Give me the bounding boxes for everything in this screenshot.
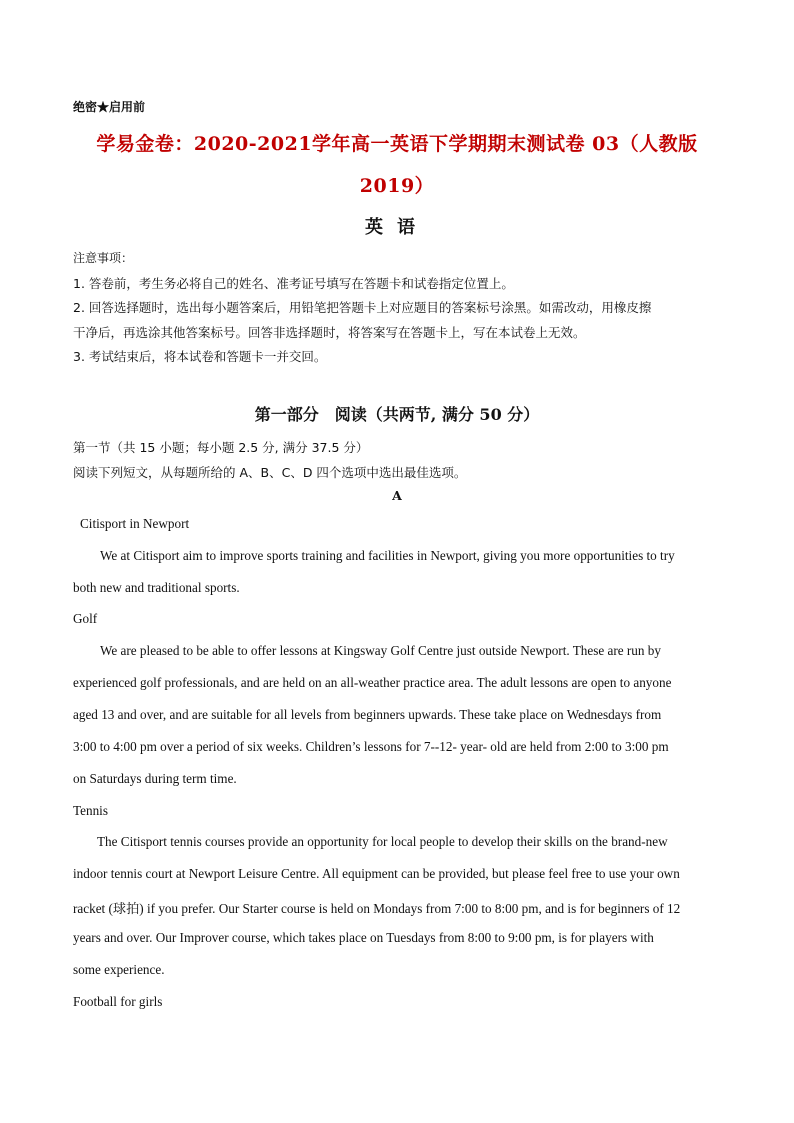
football-heading: Football for girls <box>73 994 163 1009</box>
golf-line: experienced golf professionals, and are held on an all-weather practice area. The adult lessons are open to anyone <box>73 675 672 690</box>
golf-line: on Saturdays during term time. <box>73 771 237 786</box>
tennis-line: years and over. Our Improver course, which takes place on Tuesdays from 8:00 to 9:00 pm, is for players with <box>73 930 654 945</box>
passage-intro-line: both new and traditional sports. <box>73 580 240 595</box>
notes-heading: 注意事项： <box>73 251 134 265</box>
note-item-1: 1. 答卷前，考生务必将自己的姓名、准考证号填写在答题卡和试卷指定位置上。 <box>73 276 514 291</box>
tennis-line: The Citisport tennis courses provide an opportunity for local people to develop their skills on the brand-new <box>97 834 668 849</box>
tennis-line: some experience. <box>73 962 165 977</box>
tennis-heading: Tennis <box>73 803 108 818</box>
note-item-2: 2. 回答选择题时，选出每小题答案后，用铅笔把答题卡上对应题目的答案标号涂黑。如需改动，用橡皮擦 <box>73 300 652 315</box>
exam-title-line1: 学易金卷：2020-2021学年高一英语下学期期末测试卷 03（人教版 <box>96 133 698 155</box>
section1-heading: 第一节（共 15 小题；每小题 2.5 分, 满分 37.5 分） <box>73 440 369 455</box>
passage-title: Citisport in Newport <box>80 516 190 531</box>
confidential-label: 绝密★启用前 <box>73 100 146 114</box>
section1-instruction: 阅读下列短文，从每题所给的 A、B、C、D 四个选项中选出最佳选项。 <box>73 465 467 480</box>
passage-intro-line: We at Citisport aim to improve sports training and facilities in Newport, giving you more opportunities to try <box>100 548 675 563</box>
exam-title-line2: 2019） <box>359 175 435 197</box>
tennis-line: racket (球拍) if you prefer. Our Starter course is held on Mondays from 7:00 to 8:00 pm, and is for beginners of 12 <box>73 901 681 916</box>
golf-heading: Golf <box>73 611 98 626</box>
passage-label: A <box>392 488 402 503</box>
part1-title: 第一部分 阅读（共两节, 满分 50 分） <box>254 405 540 424</box>
golf-line: 3:00 to 4:00 pm over a period of six weeks. Children’s lessons for 7--12- year- old are held from 2:00 to 3:00 pm <box>73 739 669 754</box>
tennis-line: indoor tennis court at Newport Leisure Centre. All equipment can be provided, but please feel free to use your own <box>73 866 680 881</box>
golf-line: We are pleased to be able to offer lessons at Kingsway Golf Centre just outside Newport. These are run by <box>100 643 661 658</box>
golf-line: aged 13 and over, and are suitable for all levels from beginners upwards. These take place on Wednesdays from <box>73 707 662 722</box>
note-item-3: 3. 考试结束后，将本试卷和答题卡一并交回。 <box>73 349 327 364</box>
subject-title: 英语 <box>365 217 429 238</box>
note-item-2-cont: 干净后，再选涂其他答案标号。回答非选择题时，将答案写在答题卡上，写在本试卷上无效。 <box>73 325 586 340</box>
